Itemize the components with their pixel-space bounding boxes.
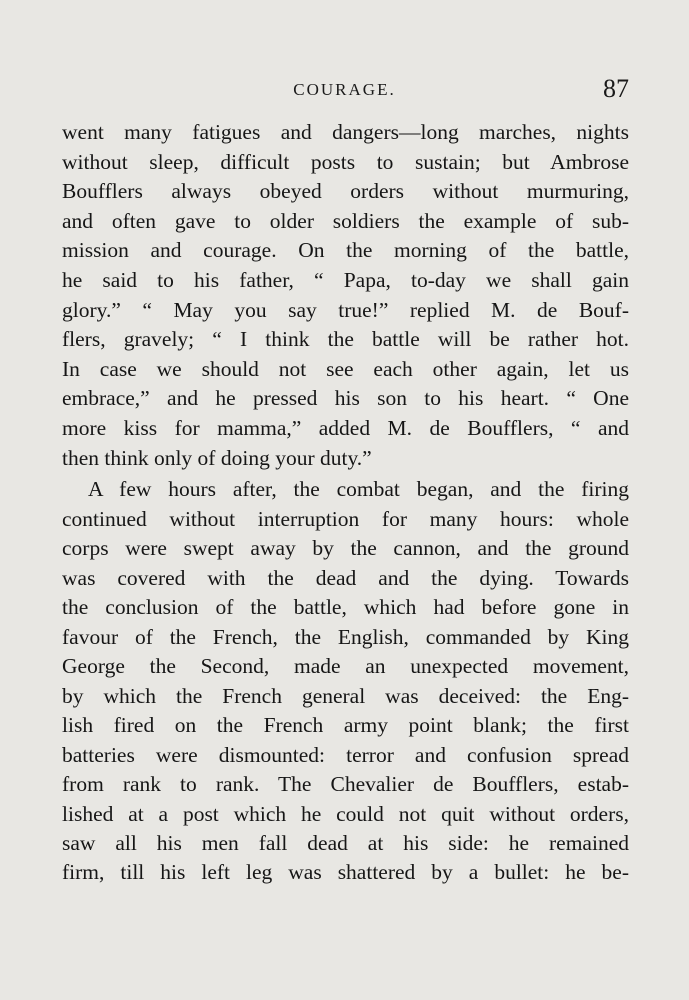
- text-line: then think only of doing your duty.”: [62, 446, 372, 470]
- text-line: went many fatigues and dangers—long marches, nights: [62, 120, 629, 144]
- text-line: flers, gravely; “ I think the battle will be rather hot.: [62, 327, 629, 351]
- text-line: without sleep, difficult posts to sustain; but Ambrose: [62, 150, 629, 174]
- page-number: 87: [603, 74, 629, 103]
- text-line: In case we should not see each other again, let us: [62, 357, 629, 381]
- text-line: was covered with the dead and the dying. Towards: [62, 566, 629, 590]
- text-line: firm, till his left leg was shattered by a bullet: he be-: [62, 860, 629, 884]
- text-line: lished at a post which he could not quit without orders,: [62, 802, 629, 826]
- text-line: George the Second, made an unexpected movement,: [62, 654, 629, 678]
- text-line: A few hours after, the combat began, and the firing: [88, 477, 629, 501]
- text-line: and often gave to older soldiers the example of sub-: [62, 209, 629, 233]
- text-line: the conclusion of the battle, which had before gone in: [62, 595, 629, 619]
- running-head: [0, 74, 689, 104]
- text-line: lish fired on the French army point blank; the first: [62, 713, 629, 737]
- text-line: he said to his father, “ Papa, to-day we shall gain: [62, 268, 629, 292]
- text-line: embrace,” and he pressed his son to his heart. “ One: [62, 386, 629, 410]
- text-line: more kiss for mamma,” added M. de Boufflers, “ and: [62, 416, 629, 440]
- text-line: from rank to rank. The Chevalier de Boufflers, estab-: [62, 772, 629, 796]
- text-line: Boufflers always obeyed orders without murmuring,: [62, 179, 629, 203]
- text-line: glory.” “ May you say true!” replied M. de Bouf-: [62, 298, 629, 322]
- running-title: COURAGE.: [293, 80, 396, 99]
- text-line: mission and courage. On the morning of the battle,: [62, 238, 629, 262]
- text-line: corps were swept away by the cannon, and the ground: [62, 536, 629, 560]
- text-line: by which the French general was deceived: the Eng-: [62, 684, 629, 708]
- text-line: continued without interruption for many hours: whole: [62, 507, 629, 531]
- text-line: batteries were dismounted: terror and confusion spread: [62, 743, 629, 767]
- text-line: saw all his men fall dead at his side: he remained: [62, 831, 629, 855]
- text-line: favour of the French, the English, commanded by King: [62, 625, 629, 649]
